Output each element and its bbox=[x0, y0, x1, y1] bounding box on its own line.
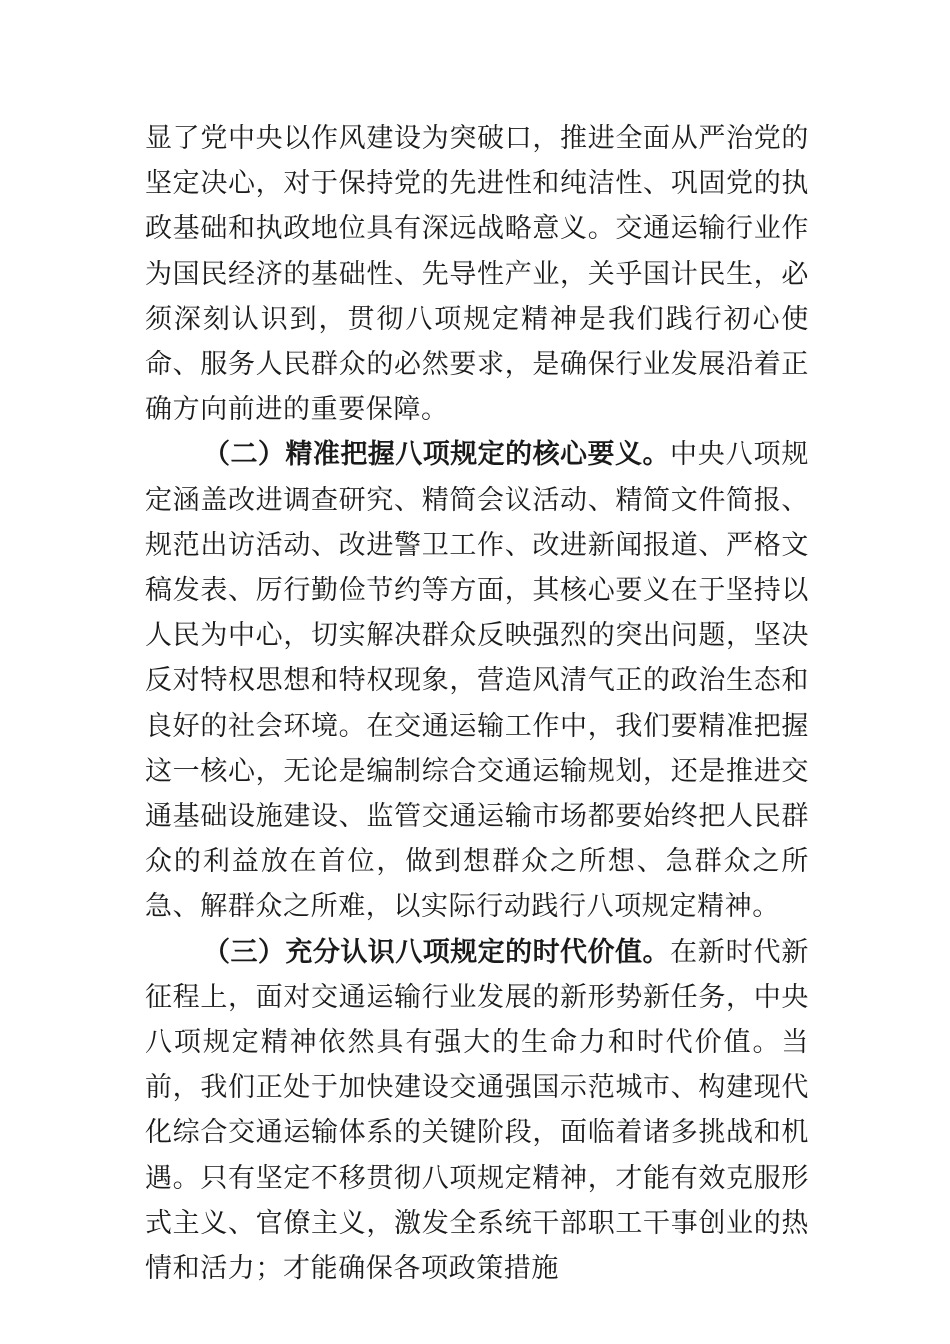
document-body bbox=[145, 116, 809, 1291]
section-heading-3: （三）充分认识八项规定的时代价值。 bbox=[203, 936, 670, 968]
paragraph-section-3 bbox=[145, 930, 809, 1292]
paragraph-text: 中央八项规定涵盖改进调查研究、精简会议活动、精简文件简报、规范出访活动、改进警卫工作、改进新闻报道、严格文稿发表、厉行勤俭节约等方面，其核心要义在于坚持以人民为中心，切实解决群众反映强烈的突出问题，坚决反对特权思想和特权现象，营造风清气正的政治生态和良好的社会环境。在交通运输工作中，我们要精准把握这一核心，无论是编制综合交通运输规划，还是推进交通基础设施建设、监管交通运输市场都要始终把人民群众的利益放在首位，做到想群众之所想、急群众之所急、解群众之所难，以实际行动践行八项规定精神。 bbox=[145, 439, 810, 923]
paragraph-text: 显了党中央以作风建设为突破口，推进全面从严治党的坚定决心，对于保持党的先进性和纯洁性、巩固党的执政基础和执政地位具有深远战略意义。交通运输行业作为国民经济的基础性、先导性产业，关乎国计民生，必须深刻认识到，贯彻八项规定精神是我们践行初心使命、服务人民群众的必然要求，是确保行业发展沿着正确方向前进的重要保障。 bbox=[145, 123, 809, 426]
paragraph-text: 在新时代新征程上，面对交通运输行业发展的新形势新任务，中央八项规定精神依然具有强大的生命力和时代价值。当前，我们正处于加快建设交通强国示范城市、构建现代化综合交通运输体系的关键阶段，面临着诸多挑战和机遇。只有坚定不移贯彻八项规定精神，才能有效克服形式主义、官僚主义，激发全系统干部职工干事创业的热情和活力；才能确保各项政策措施 bbox=[145, 936, 810, 1285]
section-heading-2: （二）精准把握八项规定的核心要义。 bbox=[203, 439, 670, 471]
paragraph-section-2 bbox=[145, 432, 809, 929]
paragraph-continued bbox=[145, 116, 809, 432]
